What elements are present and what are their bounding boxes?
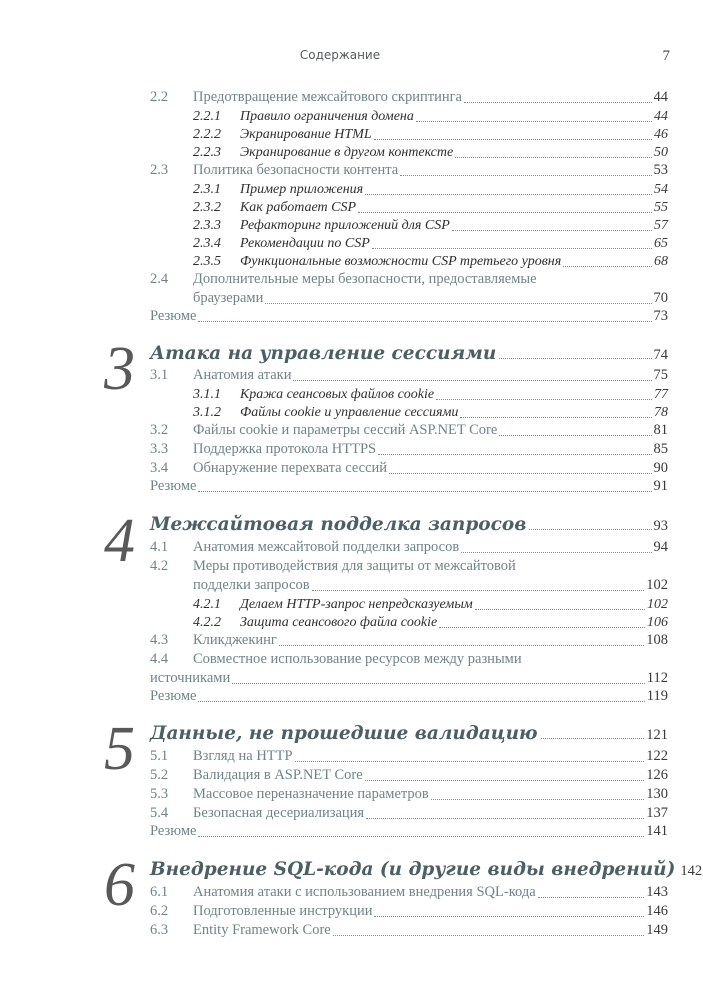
leader-dots <box>563 266 652 267</box>
toc-entry-6-3[interactable]: 6.3 Entity Framework Core 149 <box>150 922 668 938</box>
toc-entry-5-3[interactable]: 5.3 Массовое переназначение параметров 130 <box>150 786 668 802</box>
toc-entry-5-4[interactable]: 5.4 Безопасная десериализация 137 <box>150 805 668 821</box>
toc-entry-5-2[interactable]: 5.2 Валидация в ASP.NET Core 126 <box>150 767 668 783</box>
leader-dots <box>374 139 652 140</box>
toc-entry-summary-5[interactable]: Резюме 141 <box>150 823 668 839</box>
toc-chapter-3[interactable]: Атака на управление сессиями 74 <box>150 343 668 364</box>
leader-dots <box>293 380 651 381</box>
running-head-title: Содержание <box>299 48 381 62</box>
toc-entry-2-3[interactable]: 2.3 Политика безопасности контента 53 <box>150 162 668 178</box>
toc-entry-4-3[interactable]: 4.3 Кликджекинг 108 <box>150 632 668 648</box>
toc-chapter-6[interactable]: Внедрение SQL-кода (и другие виды внедрений) 142 <box>150 859 703 880</box>
leader-dots <box>452 230 652 231</box>
leader-dots <box>416 121 652 122</box>
toc-entry-4-4-cont[interactable]: источниками 112 <box>150 670 668 686</box>
toc-entry-4-2-1[interactable]: 4.2.1 Делаем HTTP-запрос непредсказуемым 102 <box>193 597 668 612</box>
toc-entry-summary-4[interactable]: Резюме 119 <box>150 688 668 704</box>
toc-entry-summary-2[interactable]: Резюме 73 <box>150 308 668 324</box>
leader-dots <box>198 321 651 322</box>
toc-entry-4-1[interactable]: 4.1 Анатомия межсайтовой подделки запросов 94 <box>150 539 668 555</box>
leader-dots <box>538 897 645 898</box>
leader-dots <box>400 175 651 176</box>
leader-dots <box>439 627 645 628</box>
leader-dots <box>312 590 645 591</box>
toc-entry-2-3-4[interactable]: 2.3.4 Рекомендации по CSP 65 <box>193 236 668 251</box>
leader-dots <box>295 761 645 762</box>
leader-dots <box>455 157 652 158</box>
leader-dots <box>499 358 651 359</box>
chapter-number-6: 6 <box>104 851 135 919</box>
toc-entry-4-2-cont[interactable]: подделки запросов 102 <box>193 577 668 593</box>
toc-entry-2-2-1[interactable]: 2.2.1 Правило ограничения домена 44 <box>193 109 668 124</box>
toc-entry-3-3[interactable]: 3.3 Поддержка протокола HTTPS 85 <box>150 441 668 457</box>
leader-dots <box>475 609 645 610</box>
toc-entry-2-3-5[interactable]: 2.3.5 Функциональные возможности CSP третьего уровня 68 <box>193 254 668 269</box>
leader-dots <box>464 102 652 103</box>
leader-dots <box>365 194 652 195</box>
toc-entry-6-2[interactable]: 6.2 Подготовленные инструкции 146 <box>150 903 668 919</box>
leader-dots <box>279 645 644 646</box>
leader-dots <box>365 780 645 781</box>
leader-dots <box>436 399 652 400</box>
leader-dots <box>358 212 652 213</box>
toc-entry-4-2[interactable]: 4.2 Меры противодействия для защиты от межсайтовой <box>150 558 516 574</box>
leader-dots <box>378 454 651 455</box>
toc-entry-4-4[interactable]: 4.4 Совместное использование ресурсов между разными <box>150 651 522 667</box>
toc-entry-3-2[interactable]: 3.2 Файлы cookie и параметры сессий ASP.NET Core 81 <box>150 422 668 438</box>
chapter-number-4: 4 <box>104 507 135 575</box>
leader-dots <box>460 417 652 418</box>
leader-dots <box>372 248 652 249</box>
leader-dots <box>198 701 644 702</box>
toc-entry-5-1[interactable]: 5.1 Взгляд на HTTP 122 <box>150 748 668 764</box>
leader-dots <box>265 303 651 304</box>
toc-entry-3-1-1[interactable]: 3.1.1 Кража сеансовых файлов cookie 77 <box>193 387 668 402</box>
toc-entry-2-3-2[interactable]: 2.3.2 Как работает CSP 55 <box>193 200 668 215</box>
chapter-number-5: 5 <box>104 715 135 783</box>
leader-dots <box>333 935 645 936</box>
toc-chapter-4[interactable]: Межсайтовая подделка запросов 93 <box>150 514 668 535</box>
toc-entry-2-3-1[interactable]: 2.3.1 Пример приложения 54 <box>193 182 668 197</box>
toc-entry-2-4[interactable]: 2.4 Дополнительные меры безопасности, предоставляемые <box>150 271 537 287</box>
leader-dots <box>198 491 651 492</box>
leader-dots <box>374 916 644 917</box>
leader-dots <box>499 435 651 436</box>
leader-dots <box>389 473 651 474</box>
leader-dots <box>541 738 645 739</box>
toc-entry-3-4[interactable]: 3.4 Обнаружение перехвата сессий 90 <box>150 460 668 476</box>
toc-entry-3-1-2[interactable]: 3.1.2 Файлы cookie и управление сессиями 78 <box>193 405 668 420</box>
leader-dots <box>198 836 644 837</box>
running-head <box>150 48 670 68</box>
leader-dots <box>232 683 645 684</box>
leader-dots <box>366 818 644 819</box>
toc-entry-2-4-cont[interactable]: браузерами 70 <box>193 290 668 306</box>
toc-entry-2-3-3[interactable]: 2.3.3 Рефакторинг приложений для CSP 57 <box>193 218 668 233</box>
toc-entry-summary-3[interactable]: Резюме 91 <box>150 478 668 494</box>
toc-chapter-5[interactable]: Данные, не прошедшие валидацию 121 <box>150 723 668 744</box>
toc-entry-6-1[interactable]: 6.1 Анатомия атаки с использованием внедрения SQL-кода 143 <box>150 884 668 900</box>
leader-dots <box>529 529 651 530</box>
leader-dots <box>461 552 651 553</box>
chapter-number-3: 3 <box>104 335 135 403</box>
toc-entry-4-2-2[interactable]: 4.2.2 Защита сеансового файла cookie 106 <box>193 615 668 630</box>
toc-entry-2-2-2[interactable]: 2.2.2 Экранирование HTML 46 <box>193 127 668 142</box>
leader-dots <box>431 799 644 800</box>
toc-entry-2-2[interactable]: 2.2 Предотвращение межсайтового скриптинга 44 <box>150 89 668 105</box>
page-number: 7 <box>662 48 670 64</box>
toc-entry-3-1[interactable]: 3.1 Анатомия атаки 75 <box>150 367 668 383</box>
toc-entry-2-2-3[interactable]: 2.2.3 Экранирование в другом контексте 50 <box>193 145 668 160</box>
